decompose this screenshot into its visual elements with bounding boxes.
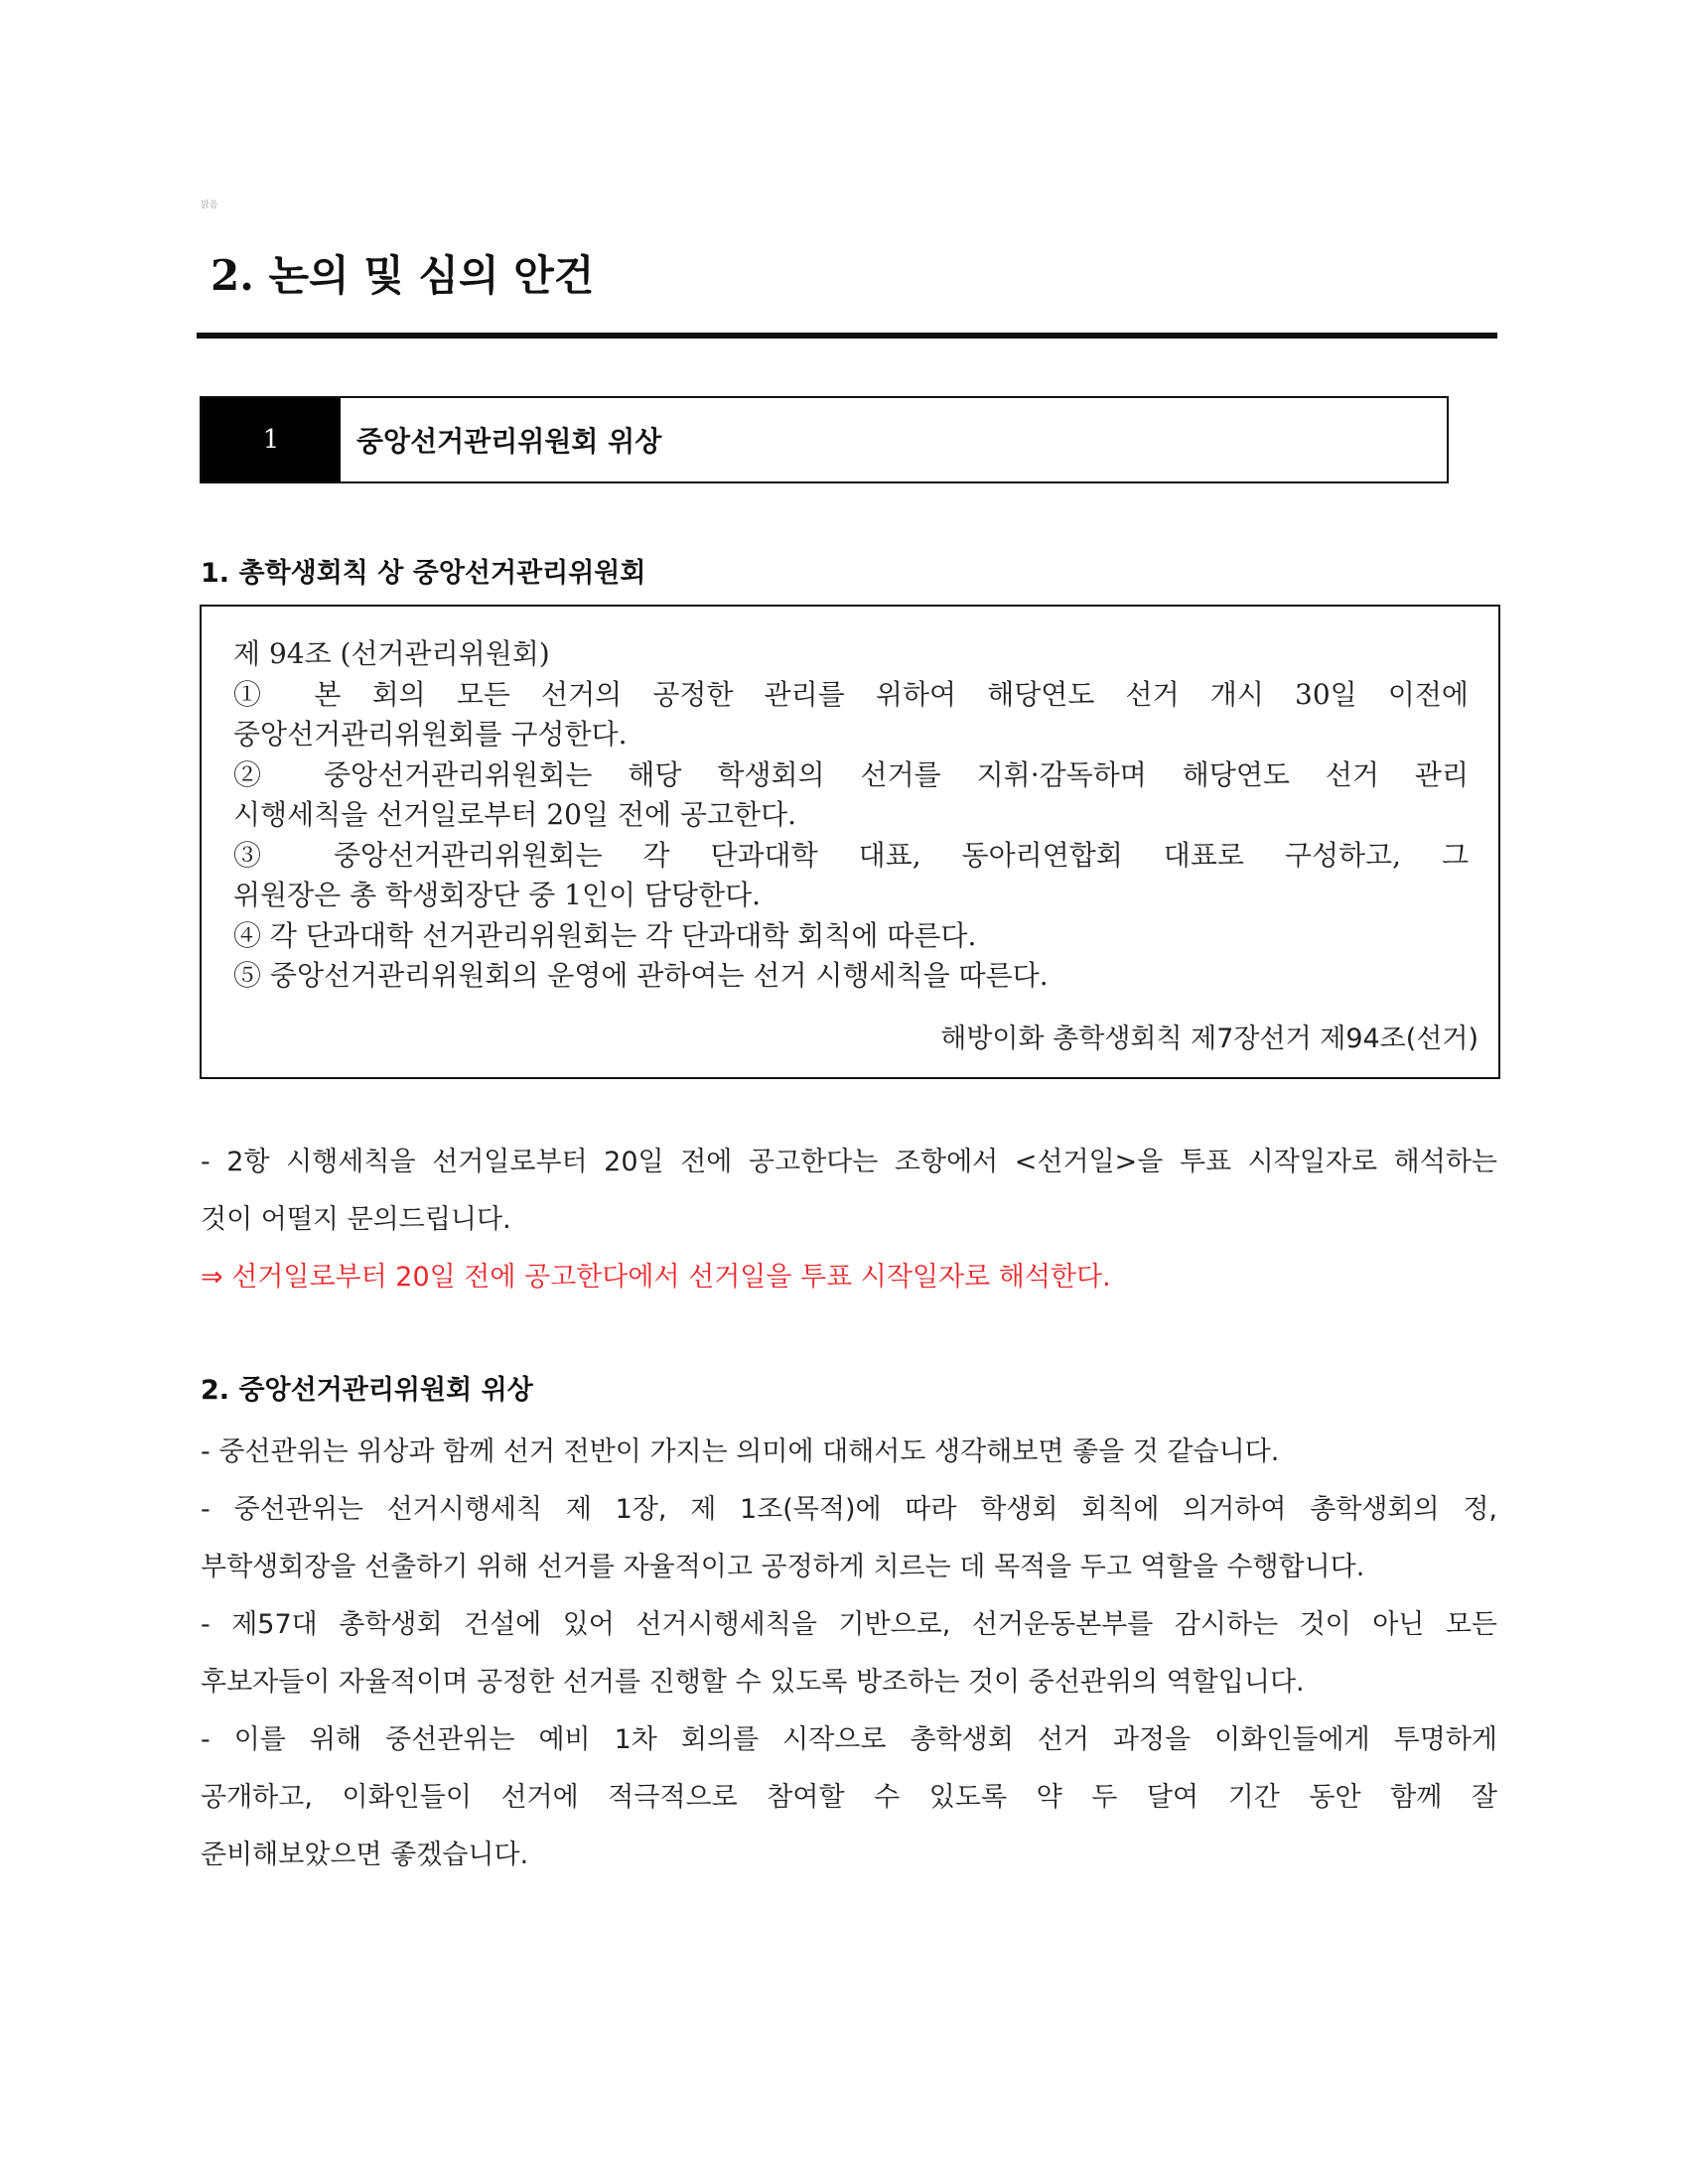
part1-heading: 1. 총학생회칙 상 중앙선거관리위원회 (201, 558, 646, 589)
agenda-title: 중앙선거관리위원회 위상 (356, 425, 662, 458)
body-line: 공개하고, 이화인들이 선거에 적극적으로 참여할 수 있도록 약 두 달여 기간 동안 함께 잘 (201, 1782, 1497, 1813)
quote-line: ⑤ 중앙선거관리위원회의 운영에 관하여는 선거 시행세칙을 따른다. (233, 959, 1049, 992)
section-title: 2. 논의 및 심의 안건 (211, 251, 595, 300)
part2-body (201, 1424, 1497, 1884)
body-line: 부학생회장을 선출하기 위해 선거를 자율적이고 공정하게 치르는 데 목적을 두고 역할을 수행합니다. (201, 1552, 1365, 1582)
quote-line: 시행세칙을 선거일로부터 20일 전에 공고한다. (233, 798, 796, 831)
quote-line: 위원장은 총 학생회장단 중 1인이 담당한다. (233, 879, 762, 911)
bylaw-quote-box (200, 605, 1500, 1079)
body-line: - 중선관위는 위상과 함께 선거 전반이 가지는 의미에 대해서도 생각해보면 좋을 것 같습니다. (201, 1436, 1280, 1467)
quote-source: 해방이화 총학생회칙 제7장선거 제94조(선거) (940, 1024, 1478, 1054)
note-line: - 2항 시행세칙을 선거일로부터 20일 전에 공고한다는 조항에서 <선거일>을 투표 시작일자로 해석하는 (201, 1147, 1497, 1177)
quote-line: 제 94조 (선거관리위원회) (233, 637, 550, 670)
part1-note (201, 1134, 1497, 1306)
note-line: 것이 어떨지 문의드립니다. (201, 1204, 511, 1235)
header-mark: 맑음 (201, 201, 218, 210)
agenda-item-box (200, 396, 1449, 483)
body-line: - 제57대 총학생회 건설에 있어 선거시행세칙을 기반으로, 선거운동본부를 감시하는 것이 아닌 모든 (201, 1609, 1497, 1640)
quote-line: ② 중앙선거관리위원회는 해당 학생회의 선거를 지휘·감독하며 해당연도 선거 관리 (233, 757, 1469, 791)
quote-line: ④ 각 단과대학 선거관리위원회는 각 단과대학 회칙에 따른다. (233, 918, 977, 952)
quote-line: ③ 중앙선거관리위원회는 각 단과대학 대표, 동아리연합회 대표로 구성하고, 그 (233, 838, 1469, 872)
decision-line: ⇒ 선거일로부터 20일 전에 공고한다에서 선거일을 투표 시작일자로 해석한다. (201, 1262, 1111, 1293)
quote-line: 중앙선거관리위원회를 구성한다. (233, 718, 628, 751)
body-line: - 이를 위해 중선관위는 예비 1차 회의를 시작으로 총학생회 선거 과정을 이화인들에게 투명하게 (201, 1724, 1497, 1755)
title-divider (197, 333, 1497, 339)
quote-line: ① 본 회의 모든 선거의 공정한 관리를 위하여 해당연도 선거 개시 30일 이전에 (233, 677, 1469, 711)
agenda-number: 1 (202, 398, 341, 481)
body-line: 후보자들이 자율적이며 공정한 선거를 진행할 수 있도록 방조하는 것이 중선관위의 역할입니다. (201, 1667, 1305, 1698)
part2-heading: 2. 중앙선거관리위원회 위상 (201, 1375, 533, 1406)
body-line: - 중선관위는 선거시행세칙 제 1장, 제 1조(목적)에 따라 학생회 회칙에 의거하여 총학생회의 정, (201, 1494, 1497, 1525)
body-line: 준비해보았으면 좋겠습니다. (201, 1840, 529, 1870)
